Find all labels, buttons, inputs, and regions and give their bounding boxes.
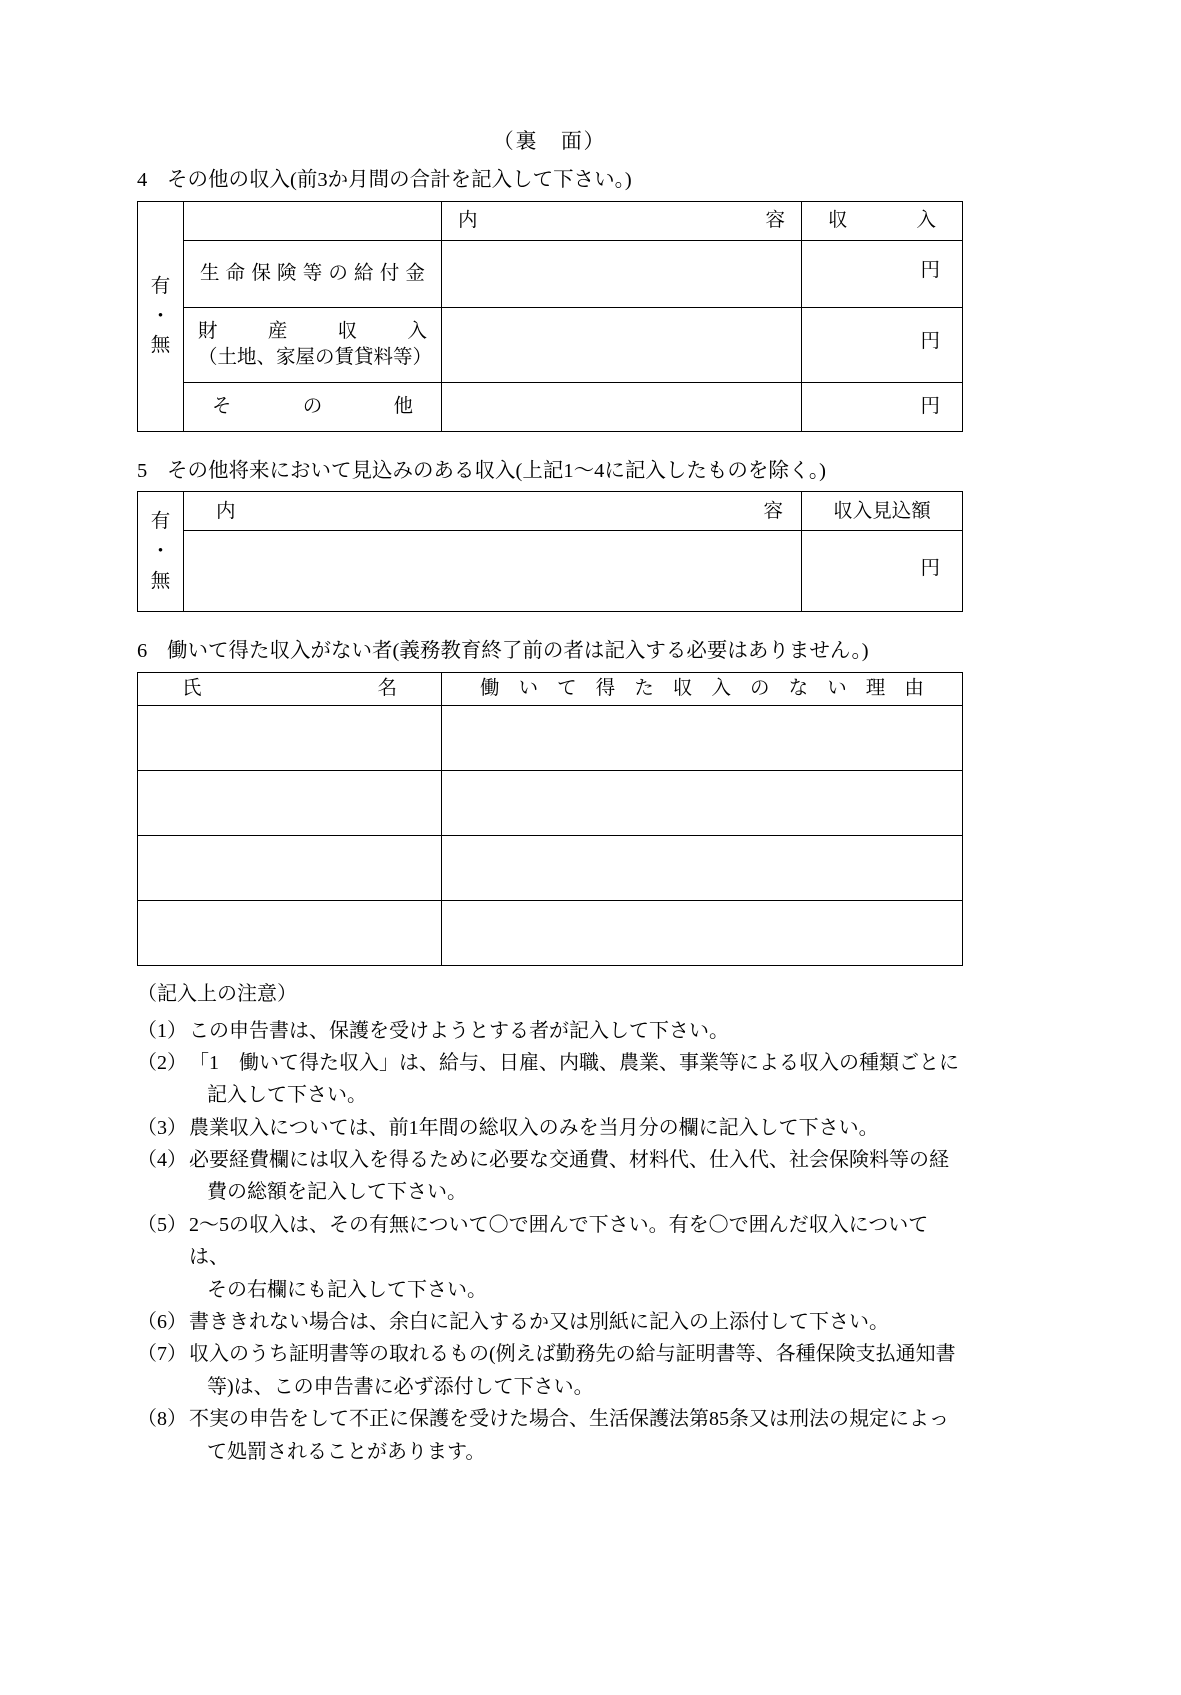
note-line-2: 費の総額を記入して下さい。 bbox=[207, 1181, 467, 1204]
note-line-1: 収入のうち証明書等の取れるもの(例えば勤務先の給与証明書等、各種保険支払通知書 bbox=[189, 1343, 956, 1366]
umu-dot: ・ bbox=[150, 305, 171, 327]
input-insurance-amount[interactable] bbox=[802, 240, 963, 307]
section-6-name-header bbox=[138, 673, 442, 706]
note-line-1: この申告書は、保護を受けようとする者が記入して下さい。 bbox=[189, 1019, 729, 1042]
section-4-blank-header bbox=[184, 201, 442, 240]
label-char: の bbox=[328, 263, 348, 285]
section-5-number: 5 bbox=[137, 459, 148, 482]
input-other-content[interactable] bbox=[442, 382, 802, 431]
section-6-table bbox=[137, 672, 963, 966]
table-row bbox=[138, 706, 963, 771]
note-line-1: 必要経費欄には収入を得るために必要な交通費、材料代、仕入代、社会保険料等の経 bbox=[189, 1149, 949, 1172]
label-char: い bbox=[518, 678, 539, 700]
input-name-1[interactable] bbox=[138, 706, 442, 771]
currency-unit: 円 bbox=[920, 396, 940, 418]
section-6-heading bbox=[137, 638, 962, 666]
input-reason-4[interactable] bbox=[442, 901, 963, 966]
naiyou-right: 容 bbox=[765, 210, 785, 232]
section-4-heading bbox=[137, 167, 962, 195]
note-line-1: 「1 働いて得た収入」は、給与、日雇、内職、農業、事業等による収入の種類ごとに bbox=[189, 1051, 959, 1074]
currency-unit: 円 bbox=[920, 260, 940, 282]
note-number: （1） bbox=[137, 1019, 187, 1042]
note-line-1: 2〜5の収入は、その有無について〇で囲んで下さい。有を〇で囲んだ収入については、 bbox=[189, 1213, 929, 1269]
table-row bbox=[138, 531, 963, 612]
label-char: 理 bbox=[865, 678, 886, 700]
label-char: 生 bbox=[200, 263, 220, 285]
note-line-2: 記入して下さい。 bbox=[207, 1084, 367, 1107]
umu-dot: ・ bbox=[150, 541, 171, 563]
label-char: い bbox=[827, 678, 847, 700]
table-row bbox=[138, 771, 963, 836]
note-item-3 bbox=[137, 1112, 962, 1144]
table-row-header bbox=[138, 201, 963, 240]
name-left: 氏 bbox=[182, 678, 202, 700]
spacer bbox=[137, 432, 962, 458]
label-char: 収 bbox=[672, 678, 693, 700]
currency-unit: 円 bbox=[920, 331, 940, 353]
input-other-amount[interactable] bbox=[802, 382, 963, 431]
section-5-umu-cell[interactable] bbox=[138, 492, 184, 612]
section-5-table bbox=[137, 491, 963, 612]
input-property-amount[interactable] bbox=[802, 307, 963, 382]
note-line-2: その右欄にも記入して下さい。 bbox=[207, 1278, 487, 1301]
label-char: 財 bbox=[198, 321, 218, 343]
note-line-2: て処罰されることがあります。 bbox=[207, 1440, 486, 1463]
input-name-4[interactable] bbox=[138, 901, 442, 966]
naiyou-left: 内 bbox=[458, 210, 478, 232]
note-item-7 bbox=[137, 1338, 962, 1403]
naiyou-right: 容 bbox=[763, 500, 783, 522]
table-row bbox=[138, 836, 963, 901]
label-char: 命 bbox=[225, 263, 246, 285]
label-char: 働 bbox=[480, 678, 500, 700]
row-label-property bbox=[184, 307, 442, 382]
umu-ari[interactable]: 有 bbox=[150, 276, 171, 298]
note-item-8 bbox=[137, 1403, 962, 1468]
umu-nashi[interactable]: 無 bbox=[150, 334, 171, 356]
label-char: 金 bbox=[405, 263, 425, 285]
note-item-6 bbox=[137, 1306, 962, 1338]
input-reason-2[interactable] bbox=[442, 771, 963, 836]
umu-ari[interactable]: 有 bbox=[150, 511, 171, 533]
section-4-title: その他の収入(前3か月間の合計を記入して下さい。) bbox=[167, 169, 632, 192]
note-item-4 bbox=[137, 1144, 962, 1209]
note-line-1: 書ききれない場合は、余白に記入するか又は別紙に記入の上添付して下さい。 bbox=[189, 1311, 889, 1334]
section-4-umu-cell[interactable] bbox=[138, 201, 184, 431]
section-6-number: 6 bbox=[137, 640, 148, 663]
section-4-income-header bbox=[802, 201, 963, 240]
note-number: （7） bbox=[137, 1343, 187, 1366]
umu-nashi[interactable]: 無 bbox=[150, 571, 171, 593]
label-char: 保 bbox=[251, 263, 271, 285]
table-row bbox=[138, 240, 963, 307]
note-line-1: 不実の申告をして不正に保護を受けた場合、生活保護法第85条又は刑法の規定によっ bbox=[189, 1408, 949, 1431]
table-row bbox=[138, 382, 963, 431]
note-item-5 bbox=[137, 1209, 962, 1306]
note-line-1: 農業収入については、前1年間の総収入のみを当月分の欄に記入して下さい。 bbox=[189, 1116, 879, 1139]
label-char: て bbox=[557, 678, 577, 700]
label-char: 得 bbox=[595, 678, 616, 700]
label-char: 付 bbox=[379, 263, 400, 285]
note-number: （6） bbox=[137, 1311, 187, 1334]
section-6-title: 働いて得た収入がない者(義務教育終了前の者は記入する必要はありません。) bbox=[167, 640, 869, 663]
table-row bbox=[138, 901, 963, 966]
currency-unit: 円 bbox=[920, 557, 940, 579]
input-property-content[interactable] bbox=[442, 307, 802, 382]
input-future-amount[interactable] bbox=[802, 531, 963, 612]
section-4-number: 4 bbox=[137, 169, 148, 192]
label-char: 由 bbox=[904, 678, 924, 700]
section-4-naiyou-header bbox=[442, 201, 802, 240]
row-label-other bbox=[184, 382, 442, 431]
table-row-header bbox=[138, 673, 963, 706]
name-right: 名 bbox=[377, 678, 397, 700]
page-content bbox=[137, 130, 962, 1468]
table-row-header bbox=[138, 492, 963, 531]
section-6-reason-header bbox=[442, 673, 963, 706]
note-number: （4） bbox=[137, 1149, 187, 1172]
note-number: （5） bbox=[137, 1213, 187, 1236]
shuunyuu-left: 収 bbox=[828, 210, 848, 232]
label-char: 給 bbox=[354, 263, 374, 285]
section-5-title: その他将来において見込みのある収入(上記1〜4に記入したものを除く。) bbox=[167, 459, 826, 482]
shuunyuu-right: 入 bbox=[916, 210, 936, 232]
input-name-2[interactable] bbox=[138, 771, 442, 836]
page-side-label: （裏 面） bbox=[492, 129, 607, 153]
label-char: 収 bbox=[337, 321, 358, 343]
note-number: （8） bbox=[137, 1408, 187, 1431]
section-5-heading bbox=[137, 458, 962, 486]
naiyou-left: 内 bbox=[216, 500, 236, 522]
note-item-1 bbox=[137, 1015, 962, 1047]
note-item-2 bbox=[137, 1047, 962, 1112]
input-reason-3[interactable] bbox=[442, 836, 963, 901]
note-line-2: 等)は、この申告書に必ず添付して下さい。 bbox=[207, 1375, 594, 1398]
table-row bbox=[138, 307, 963, 382]
notes-title: （記入上の注意） bbox=[137, 983, 297, 1006]
label-char: そ bbox=[212, 396, 232, 418]
label-char: 入 bbox=[711, 678, 731, 700]
section-4-table bbox=[137, 201, 963, 432]
input-name-3[interactable] bbox=[138, 836, 442, 901]
input-insurance-content[interactable] bbox=[442, 240, 802, 307]
row-label-insurance bbox=[184, 240, 442, 307]
note-number: （2） bbox=[137, 1051, 187, 1074]
label-char: 他 bbox=[393, 396, 413, 418]
input-future-content[interactable] bbox=[184, 531, 802, 612]
label-char: の bbox=[750, 678, 770, 700]
label-char: 入 bbox=[407, 321, 427, 343]
label-char: た bbox=[634, 678, 654, 700]
spacer bbox=[137, 612, 962, 638]
label-char: 険 bbox=[277, 263, 297, 285]
label-char: 産 bbox=[267, 321, 288, 343]
row-label-property-sub: （土地、家屋の賃貸料等） bbox=[198, 346, 433, 368]
label-char: の bbox=[302, 396, 323, 418]
note-number: （3） bbox=[137, 1116, 187, 1139]
input-reason-1[interactable] bbox=[442, 706, 963, 771]
section-5-mikomi-header: 収入見込額 bbox=[802, 492, 963, 531]
label-char: な bbox=[788, 678, 809, 700]
notes-section bbox=[137, 978, 962, 1468]
label-char: 等 bbox=[302, 263, 323, 285]
section-5-naiyou-header bbox=[184, 492, 802, 531]
